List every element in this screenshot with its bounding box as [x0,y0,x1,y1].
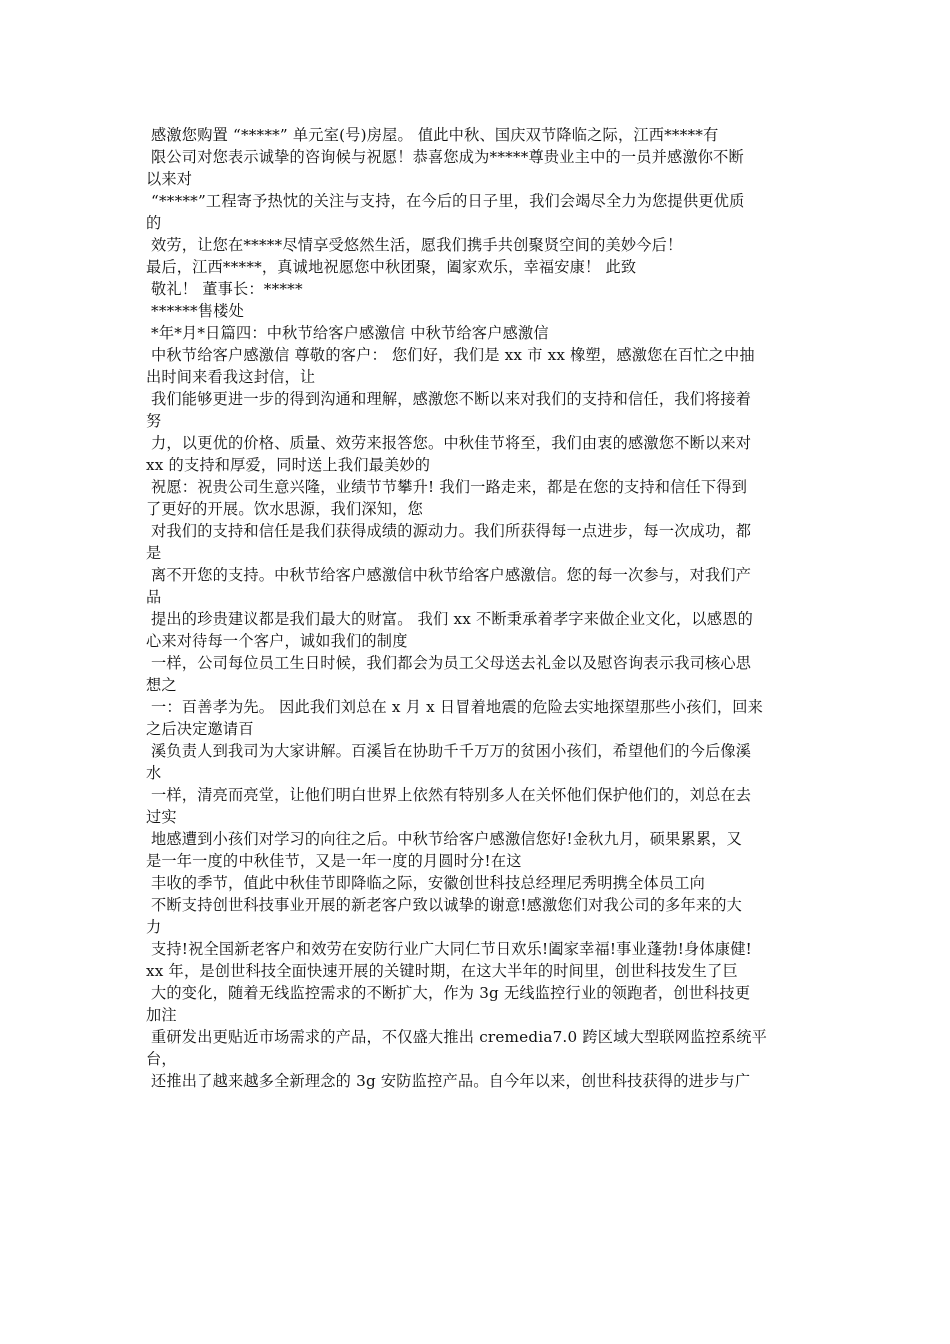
text-line: 不断支持创世科技事业开展的新老客户致以诚挚的谢意!感激您们对我公司的多年来的大 [146,896,743,914]
text-line: 感激您购置 “*****” 单元室(号)房屋。 值此中秋、国庆双节降临之际，江西*****有 [146,126,719,144]
text-line: 敬礼！ 董事长：***** [146,280,303,298]
text-line: xx 年，是创世科技全面快速开展的关键时期，在这大半年的时间里，创世科技发生了巨 [146,962,738,980]
text-line: 丰收的季节，值此中秋佳节即降临之际，安徽创世科技总经理尼秀明携全体员工向 [146,874,705,892]
text-line: 祝愿：祝贵公司生意兴隆，业绩节节攀升! 我们一路走来，都是在您的支持和信任下得到 [146,478,748,496]
text-line: 大的变化，随着无线监控需求的不断扩大，作为 3g 无线监控行业的领跑者，创世科技更 [146,984,751,1002]
text-line: ******售楼处 [146,302,244,320]
text-line: 了更好的开展。饮水思源，我们深知，您 [146,500,423,518]
text-line: 支持!祝全国新老客户和效劳在安防行业广大同仁节日欢乐!阖家幸福!事业蓬勃!身体康健! [146,940,752,958]
text-line: 是 [146,544,162,562]
text-line: 重研发出更贴近市场需求的产品，不仅盛大推出 cremedia7.0 跨区域大型联网监控系统平 [146,1028,768,1046]
text-line: 过实 [146,808,177,826]
text-line: 以来对 [146,170,193,188]
text-line: 努 [146,412,162,430]
text-line: 品 [146,588,162,606]
text-line: 一：百善孝为先。 因此我们刘总在 x 月 x 日冒着地震的危险去实地探望那些小孩们，回来 [146,698,764,716]
text-line: 对我们的支持和信任是我们获得成绩的源动力。我们所获得每一点进步，每一次成功，都 [146,522,752,540]
text-line: 加注 [146,1006,177,1024]
text-line: 力 [146,918,162,936]
text-line: 效劳，让您在*****尽情享受悠然生活，愿我们携手共创聚贤空间的美妙今后！ [146,236,683,254]
text-line: 台， [146,1050,177,1068]
text-line: 地感遭到小孩们对学习的向往之后。中秋节给客户感激信您好!金秋九月，硕果累累，又 [146,830,743,848]
text-line: 限公司对您表示诚挚的咨询候与祝愿！恭喜您成为*****尊贵业主中的一员并感激你不断 [146,148,744,166]
text-line: 的 [146,214,162,232]
text-line: 中秋节给客户感激信 尊敬的客户： 您们好，我们是 xx 市 xx 橡塑，感激您在百忙之中抽 [146,346,755,364]
text-line: 水 [146,764,162,782]
text-line: 溪负责人到我司为大家讲解。百溪旨在协助千千万万的贫困小孩们，希望他们的今后像溪 [146,742,752,760]
text-line: 我们能够更进一步的得到沟通和理解，感激您不断以来对我们的支持和信任，我们将接着 [146,390,752,408]
text-line: 力，以更优的价格、质量、效劳来报答您。中秋佳节将至，我们由衷的感激您不断以来对 [146,434,752,452]
text-line: *年*月*日篇四：中秋节给客户感激信 中秋节给客户感激信 [146,324,549,342]
text-line: 还推出了越来越多全新理念的 3g 安防监控产品。自今年以来，创世科技获得的进步与广 [146,1072,751,1090]
text-line: 出时间来看我这封信，让 [146,368,316,386]
text-line: “*****”工程寄予热忱的关注与支持，在今后的日子里，我们会竭尽全力为您提供更优质 [146,192,745,210]
text-line: 是一年一度的中秋佳节，又是一年一度的月圆时分!在这 [146,852,522,870]
text-line: 提出的珍贵建议都是我们最大的财富。 我们 xx 不断秉承着孝字来做企业文化，以感恩的 [146,610,753,628]
text-line: 离不开您的支持。中秋节给客户感激信中秋节给客户感激信。您的每一次参与，对我们产 [146,566,752,584]
text-line: 一样，清亮而亮堂，让他们明白世界上依然有特别多人在关怀他们保护他们的，刘总在去 [146,786,752,804]
text-line: 心来对待每一个客户，诚如我们的制度 [146,632,408,650]
text-line: 最后，江西*****，真诚地祝愿您中秋团聚，阖家欢乐，幸福安康！ 此致 [146,258,637,276]
text-line: 一样，公司每位员工生日时候，我们都会为员工父母送去礼金以及慰咨询表示我司核心思 [146,654,752,672]
text-line: 之后决定邀请百 [146,720,254,738]
text-line: xx 的支持和厚爱，同时送上我们最美妙的 [146,456,431,474]
document-body [146,124,810,1092]
text-line: 想之 [146,676,177,694]
